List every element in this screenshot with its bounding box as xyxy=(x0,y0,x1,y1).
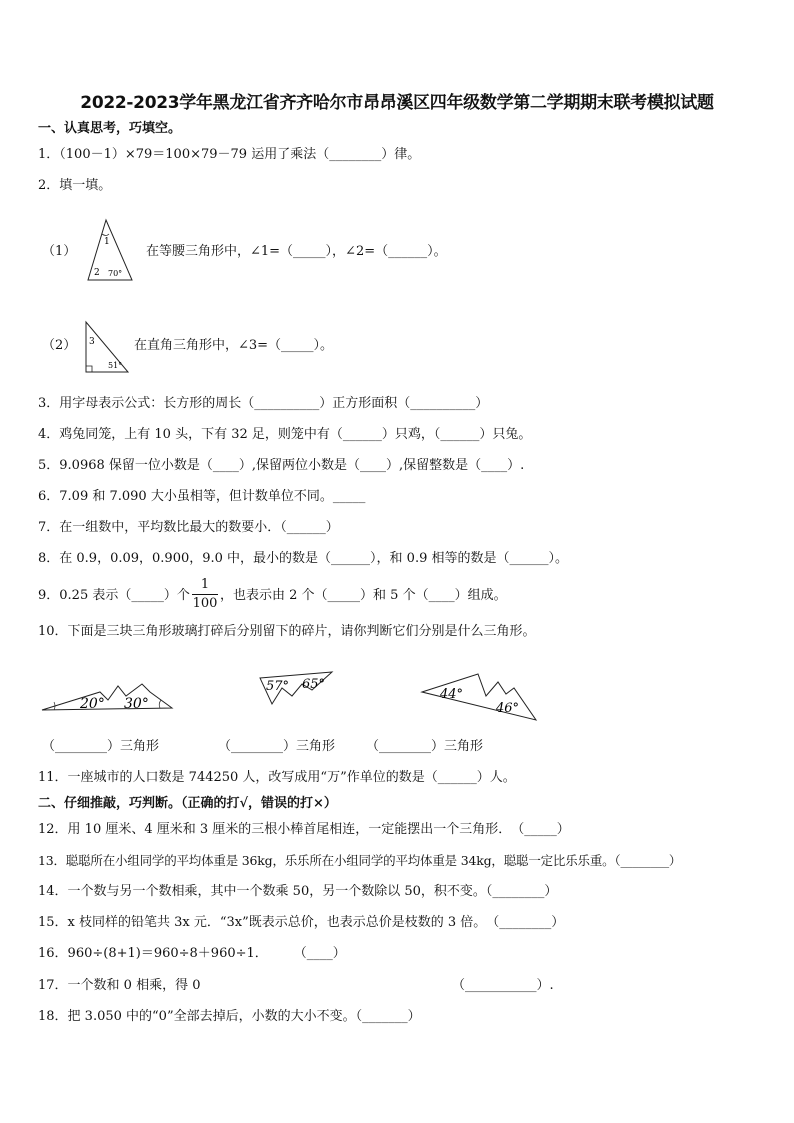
section-1-heading: 一、认真思考，巧填空。 xyxy=(38,121,182,136)
question-2-2-text: 在直角三角形中，∠3=（_____）。 xyxy=(134,338,334,353)
angle-20-label: 20° xyxy=(80,696,105,712)
angle-51-label: 51° xyxy=(108,361,123,370)
angle-57-label: 57° xyxy=(266,679,290,694)
question-15: 15．x 枝同样的铅笔共 3x 元．“3x”既表示总价，也表示总价是枝数的 3 倍。 （________） xyxy=(38,915,565,930)
fraction-denominator: 100 xyxy=(192,596,218,611)
question-11: 11．一座城市的人口数是 744250 人，改写成用“万”作单位的数是（______）人。 xyxy=(38,770,516,785)
question-18: 18．把 3.050 中的“0”全部去掉后，小数的大小不变。（_______） xyxy=(38,1009,421,1024)
fraction-1-100 xyxy=(192,577,218,612)
fraction-numerator: 1 xyxy=(200,577,210,592)
isosceles-triangle-figure xyxy=(84,218,136,282)
angle-1-label: 1 xyxy=(104,237,110,247)
question-10-answer-1: （________）三角形 xyxy=(42,739,160,754)
angle-65-label: 65° xyxy=(302,677,326,692)
glass-fragment-1 xyxy=(40,680,174,714)
question-9-part-a: 9．0.25 表示（_____）个 xyxy=(38,588,190,603)
fraction-bar xyxy=(192,594,218,595)
angle-44-label: 44° xyxy=(440,687,464,702)
question-1: 1．（100－1）×79＝100×79－79 运用了乘法（________）律。 xyxy=(38,147,421,162)
question-2-1-text: 在等腰三角形中，∠1=（_____），∠2=（______）。 xyxy=(146,244,447,259)
question-3: 3．用字母表示公式：长方形的周长（__________）正方形面积（__________） xyxy=(38,396,489,411)
section-2-heading: 二、仔细推敲，巧判断。（正确的打√，错误的打×） xyxy=(38,796,337,811)
right-triangle-figure xyxy=(84,320,130,374)
glass-fragment-3 xyxy=(420,668,538,722)
question-13: 13．聪聪所在小组同学的平均体重是 36kg，乐乐所在小组同学的平均体重是 34kg，聪聪一定比乐乐重。（________） xyxy=(38,853,682,868)
glass-fragment-2 xyxy=(256,668,336,708)
question-17: 17．一个数和 0 相乘，得 0 xyxy=(38,978,201,993)
angle-30-label: 30° xyxy=(124,696,149,712)
question-2-1-label: （1） xyxy=(42,244,77,259)
question-5: 5．9.0968 保留一位小数是（____）,保留两位小数是（____）,保留整数是（____）. xyxy=(38,458,525,473)
page-title: 2022-2023学年黑龙江省齐齐哈尔市昂昂溪区四年级数学第二学期期末联考模拟试题 xyxy=(80,93,714,113)
question-7: 7．在一组数中，平均数比最大的数要小．（______） xyxy=(38,520,339,535)
question-9-part-b: ，也表示由 2 个（_____）和 5 个（____）组成。 xyxy=(220,588,507,603)
question-12: 12．用 10 厘米、4 厘米和 3 厘米的三根小棒首尾相连，一定能摆出一个三角形． （_____） xyxy=(38,822,570,837)
angle-3-label: 3 xyxy=(89,337,95,347)
question-10: 10．下面是三块三角形玻璃打碎后分别留下的碎片，请你判断它们分别是什么三角形。 xyxy=(38,624,536,639)
question-4: 4．鸡兔同笼，上有 10 头，下有 32 足，则笼中有（______）只鸡，（______）只兔。 xyxy=(38,427,532,442)
question-10-answer-2: （________）三角形 xyxy=(218,739,336,754)
question-2-2-label: （2） xyxy=(42,338,77,353)
question-10-answer-3: （________）三角形 xyxy=(366,739,484,754)
question-17-answer: （___________）. xyxy=(452,978,554,993)
question-8: 8．在 0.9，0.09，0.900，9.0 中，最小的数是（______），和 0.9 相等的数是（______）。 xyxy=(38,551,568,566)
angle-70-label: 70° xyxy=(108,269,123,278)
angle-46-label: 46° xyxy=(496,701,520,716)
question-2: 2．填一填。 xyxy=(38,178,112,193)
question-16: 16．960÷(8+1)＝960÷8＋960÷1． （____） xyxy=(38,946,346,961)
question-6: 6．7.09 和 7.090 大小虽相等，但计数单位不同。_____ xyxy=(38,489,366,504)
angle-2-label: 2 xyxy=(94,268,100,278)
question-14: 14．一个数与另一个数相乘，其中一个数乘 50，另一个数除以 50，积不变。（________） xyxy=(38,884,558,899)
